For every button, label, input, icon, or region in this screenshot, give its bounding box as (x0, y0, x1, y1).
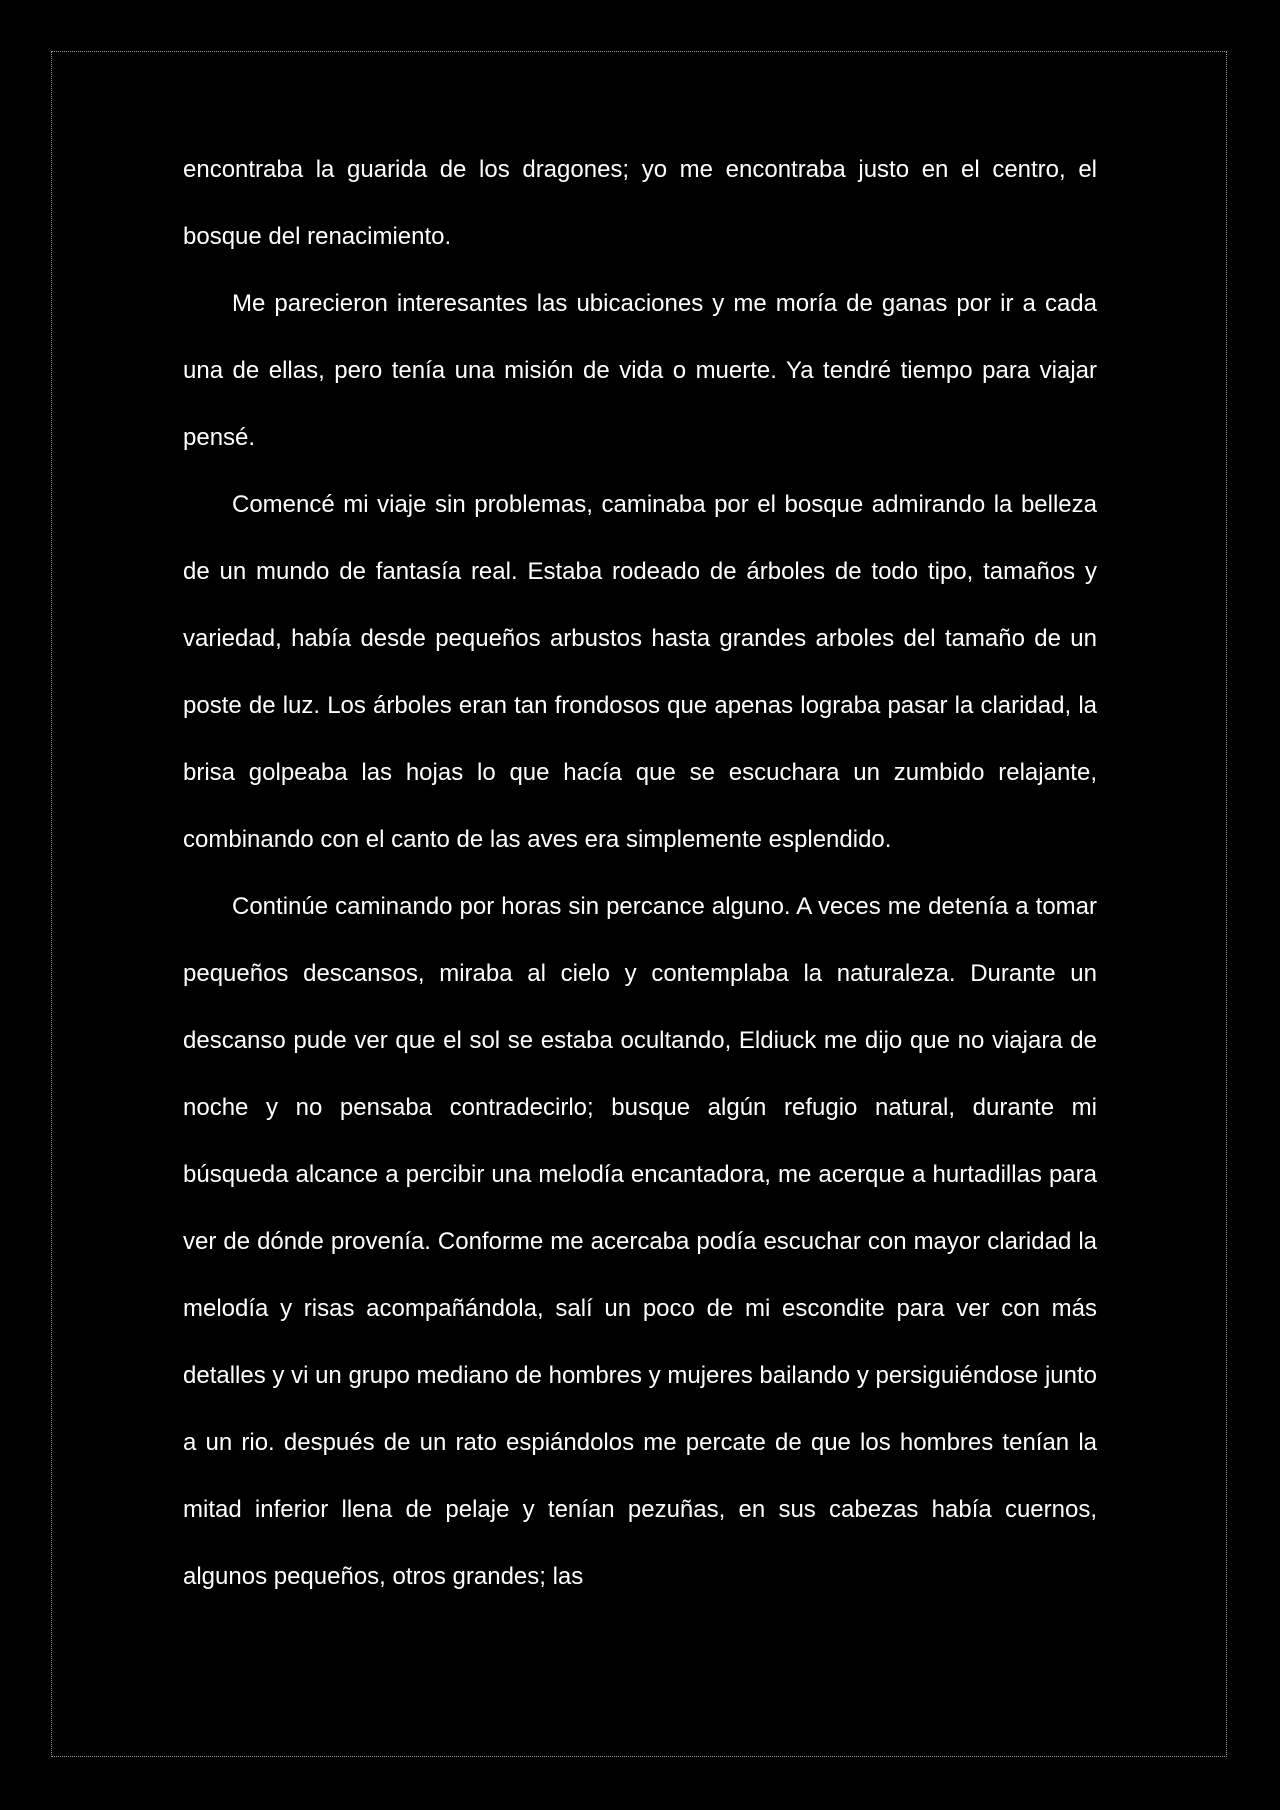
document-body (183, 136, 1097, 1610)
paragraph-3: Comencé mi viaje sin problemas, caminaba por el bosque admirando la belleza de un mundo de fantasía real. Estaba rodeado de árboles de todo tipo, tamaños y variedad, había desde pequeños arbustos hasta grandes arboles del tamaño de un poste de luz. Los árboles eran tan frondosos que apenas lograba pasar la claridad, la brisa golpeaba las hojas lo que hacía que se escuchara un zumbido relajante, combinando con el canto de las aves era simplemente esplendido. (183, 491, 1097, 853)
paragraph-2: Me parecieron interesantes las ubicaciones y me moría de ganas por ir a cada una de ellas, pero tenía una misión de vida o muerte. Ya tendré tiempo para viajar pensé. (183, 290, 1097, 451)
paragraph-1: encontraba la guarida de los dragones; yo me encontraba justo en el centro, el bosque del renacimiento. (183, 156, 1097, 250)
paragraph-4: Continúe caminando por horas sin percance alguno. A veces me detenía a tomar pequeños descansos, miraba al cielo y contemplaba la naturaleza. Durante un descanso pude ver que el sol se estaba ocultando, Eldiuck me dijo que no viajara de noche y no pensaba contradecirlo; busque algún refugio natural, durante mi búsqueda alcance a percibir una melodía encantadora, me acerque a hurtadillas para ver de dónde provenía. Conforme me acercaba podía escuchar con mayor claridad la melodía y risas acompañándola, salí un poco de mi escondite para ver con más detalles y vi un grupo mediano de hombres y mujeres bailando y persiguiéndose junto a un rio. después de un rato espiándolos me percate de que los hombres tenían la mitad inferior llena de pelaje y tenían pezuñas, en sus cabezas había cuernos, algunos pequeños, otros grandes; las (183, 893, 1097, 1590)
